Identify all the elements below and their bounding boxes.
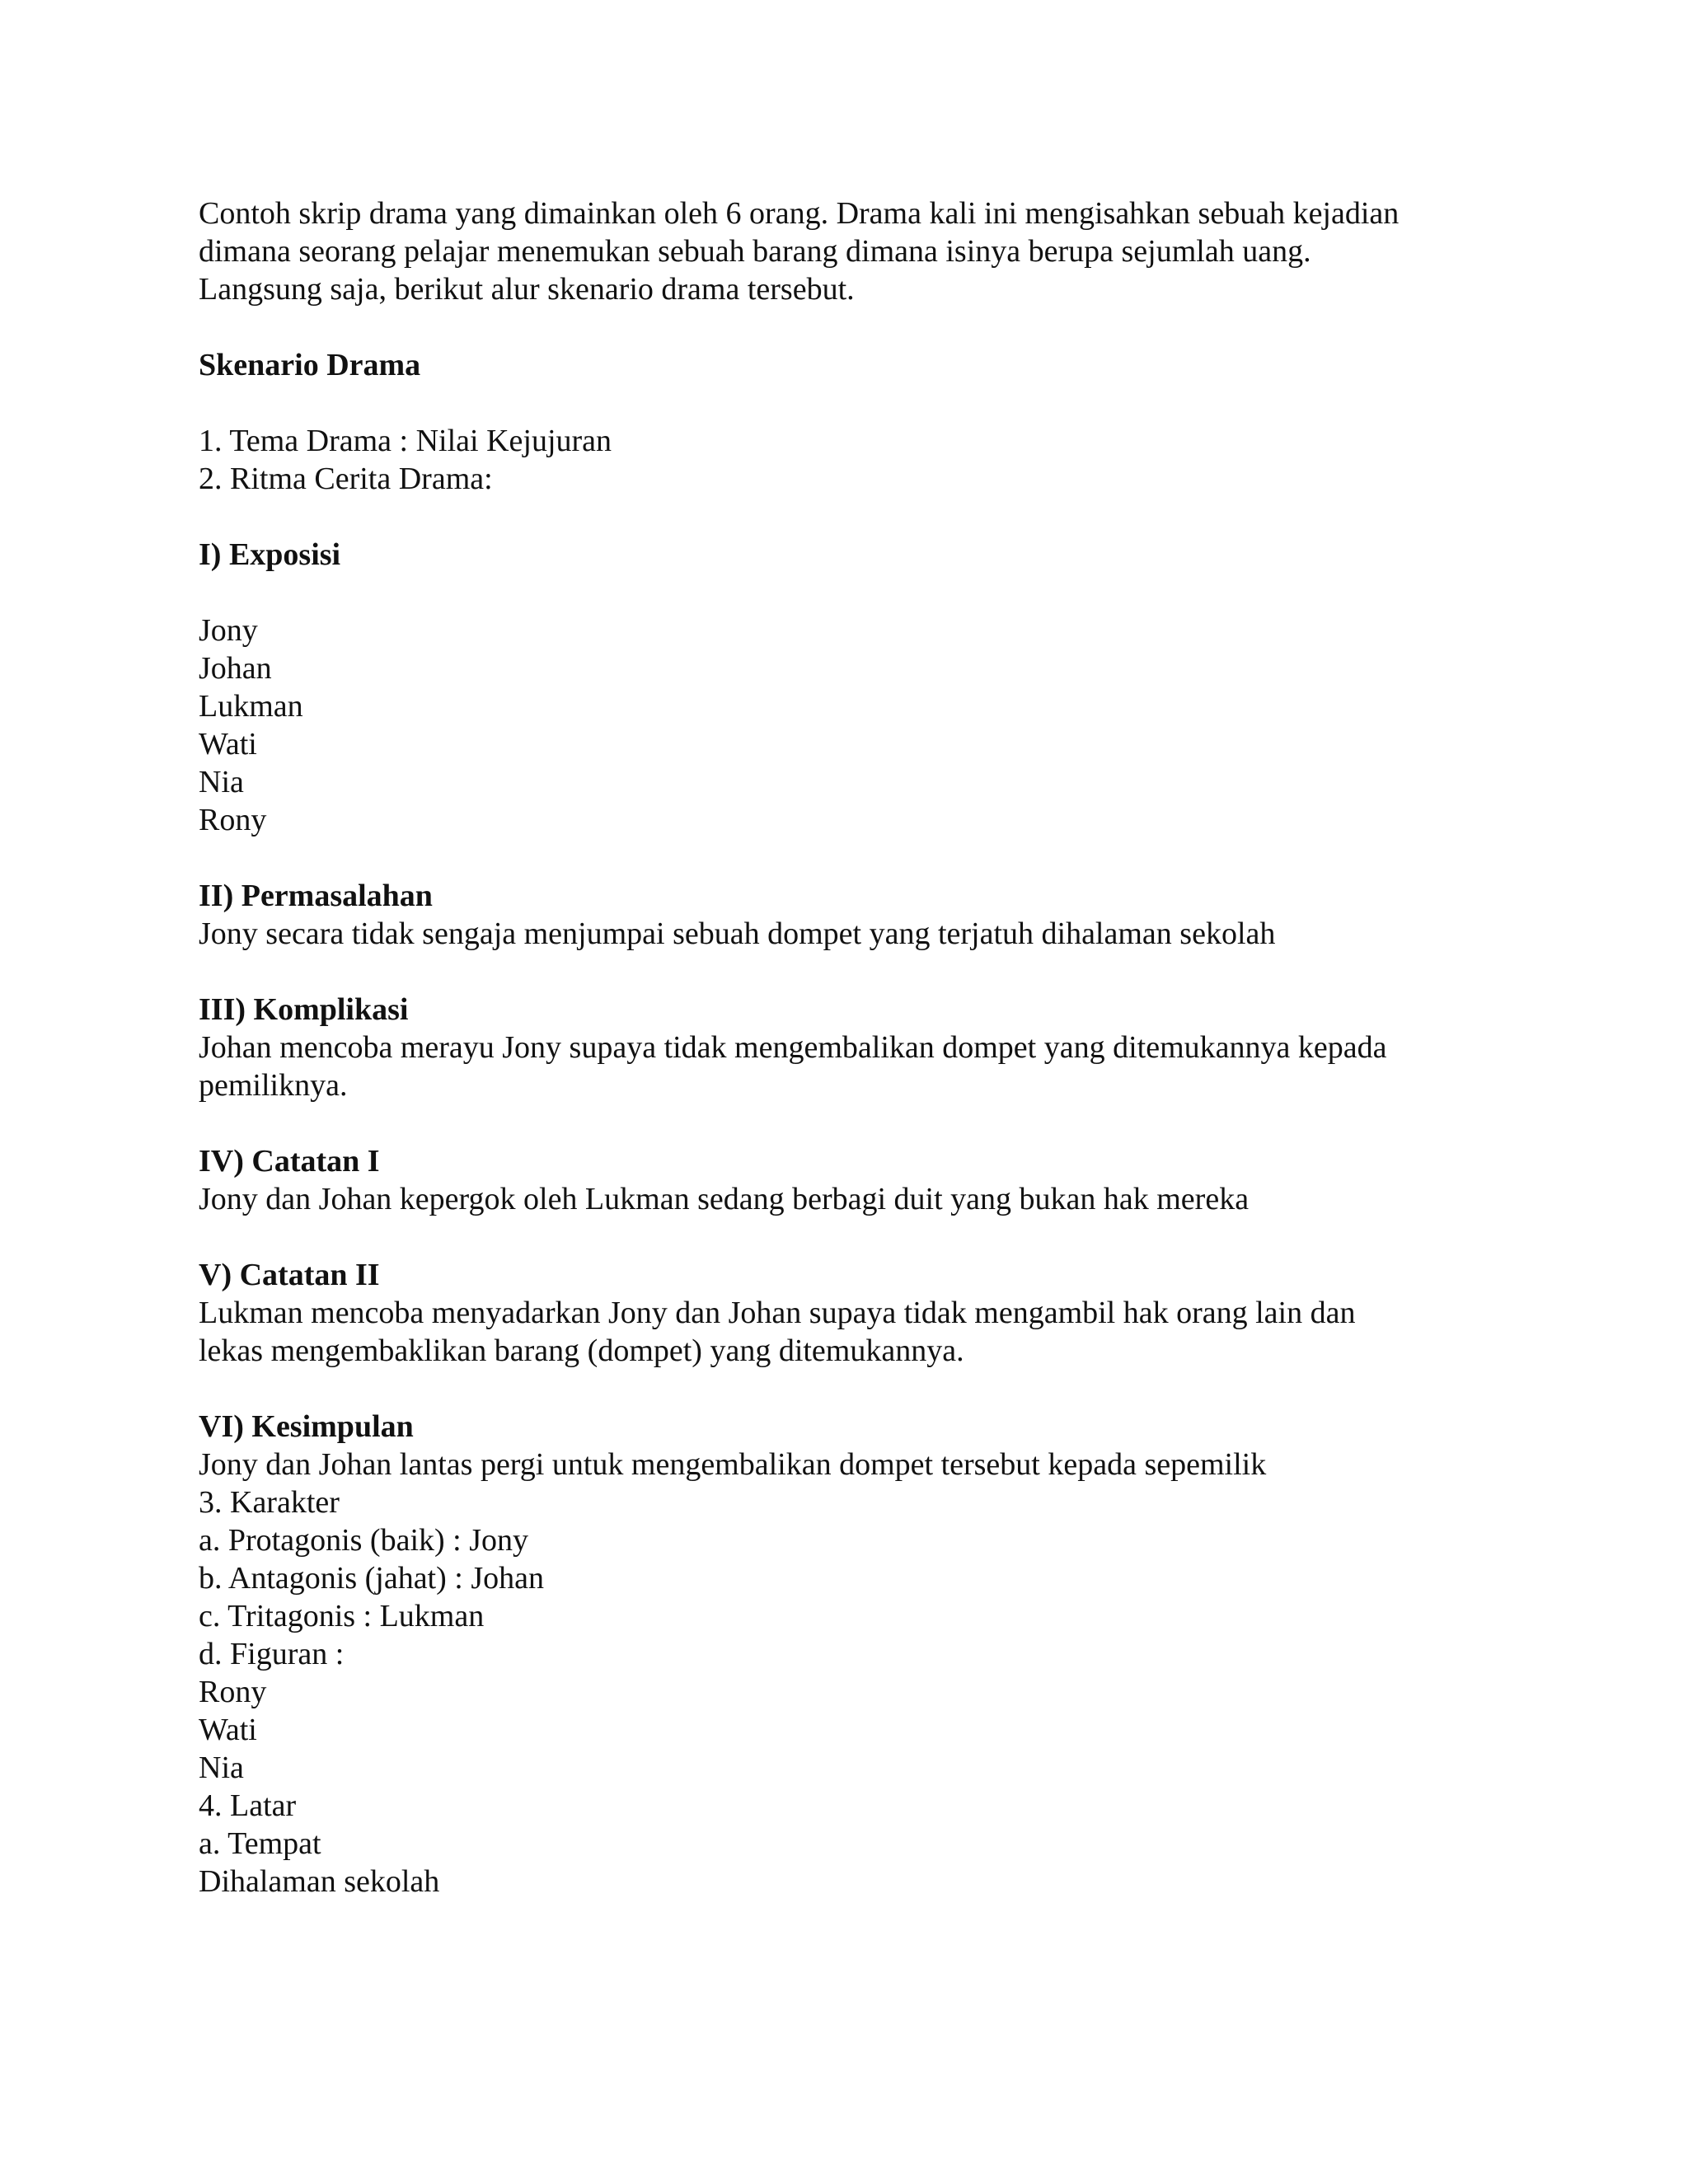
spacer — [199, 384, 1484, 422]
latar-heading: 4. Latar — [199, 1788, 297, 1823]
latar-tempat-value: Dihalaman sekolah — [199, 1864, 440, 1899]
section-text-komplikasi: pemiliknya. — [199, 1068, 348, 1103]
section-heading-kesimpulan: VI) Kesimpulan — [199, 1409, 414, 1444]
figuran-name: Nia — [199, 1750, 244, 1785]
spacer — [199, 953, 1484, 991]
karakter-heading: 3. Karakter — [199, 1485, 340, 1520]
character-name: Wati — [199, 727, 257, 762]
section-heading-catatan-1: IV) Catatan I — [199, 1144, 380, 1179]
karakter-antagonis: b. Antagonis (jahat) : Johan — [199, 1561, 544, 1596]
latar-tempat: a. Tempat — [199, 1826, 321, 1861]
item-tema: 1. Tema Drama : Nilai Kejujuran — [199, 424, 612, 458]
character-name: Jony — [199, 613, 258, 648]
section-heading-permasalahan: II) Permasalahan — [199, 879, 433, 913]
spacer — [199, 1370, 1484, 1408]
character-name: Nia — [199, 765, 244, 799]
spacer — [199, 308, 1484, 346]
character-name: Rony — [199, 803, 267, 837]
section-text-komplikasi: Johan mencoba merayu Jony supaya tidak mengembalikan dompet yang ditemukannya kepada — [199, 1030, 1387, 1065]
character-name: Lukman — [199, 689, 303, 724]
intro-line: Langsung saja, berikut alur skenario drama tersebut. — [199, 272, 855, 307]
section-heading-exposisi: I) Exposisi — [199, 537, 341, 572]
spacer — [199, 574, 1484, 612]
section-text-catatan-2: Lukman mencoba menyadarkan Jony dan Johan supaya tidak mengambil hak orang lain dan — [199, 1296, 1356, 1330]
spacer — [199, 1104, 1484, 1142]
document-title: Skenario Drama — [199, 348, 421, 382]
karakter-protagonis: a. Protagonis (baik) : Jony — [199, 1523, 529, 1558]
spacer — [199, 839, 1484, 877]
section-text-kesimpulan: Jony dan Johan lantas pergi untuk mengembalikan dompet tersebut kepada sepemilik — [199, 1447, 1267, 1482]
section-text-catatan-1: Jony dan Johan kepergok oleh Lukman sedang berbagi duit yang bukan hak mereka — [199, 1182, 1250, 1216]
section-text-permasalahan: Jony secara tidak sengaja menjumpai sebuah dompet yang terjatuh dihalaman sekolah — [199, 916, 1276, 951]
intro-line: dimana seorang pelajar menemukan sebuah barang dimana isinya berupa sejumlah uang. — [199, 234, 1311, 269]
spacer — [199, 1218, 1484, 1256]
section-text-catatan-2: lekas mengembaklikan barang (dompet) yang ditemukannya. — [199, 1333, 964, 1368]
document-body — [199, 194, 1484, 1900]
karakter-tritagonis: c. Tritagonis : Lukman — [199, 1599, 485, 1633]
figuran-name: Rony — [199, 1675, 267, 1709]
character-name: Johan — [199, 651, 272, 686]
spacer — [199, 498, 1484, 536]
section-heading-komplikasi: III) Komplikasi — [199, 992, 409, 1027]
item-ritma: 2. Ritma Cerita Drama: — [199, 462, 493, 496]
intro-line: Contoh skrip drama yang dimainkan oleh 6 orang. Drama kali ini mengisahkan sebuah kejadian — [199, 196, 1400, 231]
figuran-name: Wati — [199, 1713, 257, 1747]
section-heading-catatan-2: V) Catatan II — [199, 1258, 380, 1292]
karakter-figuran: d. Figuran : — [199, 1637, 345, 1671]
